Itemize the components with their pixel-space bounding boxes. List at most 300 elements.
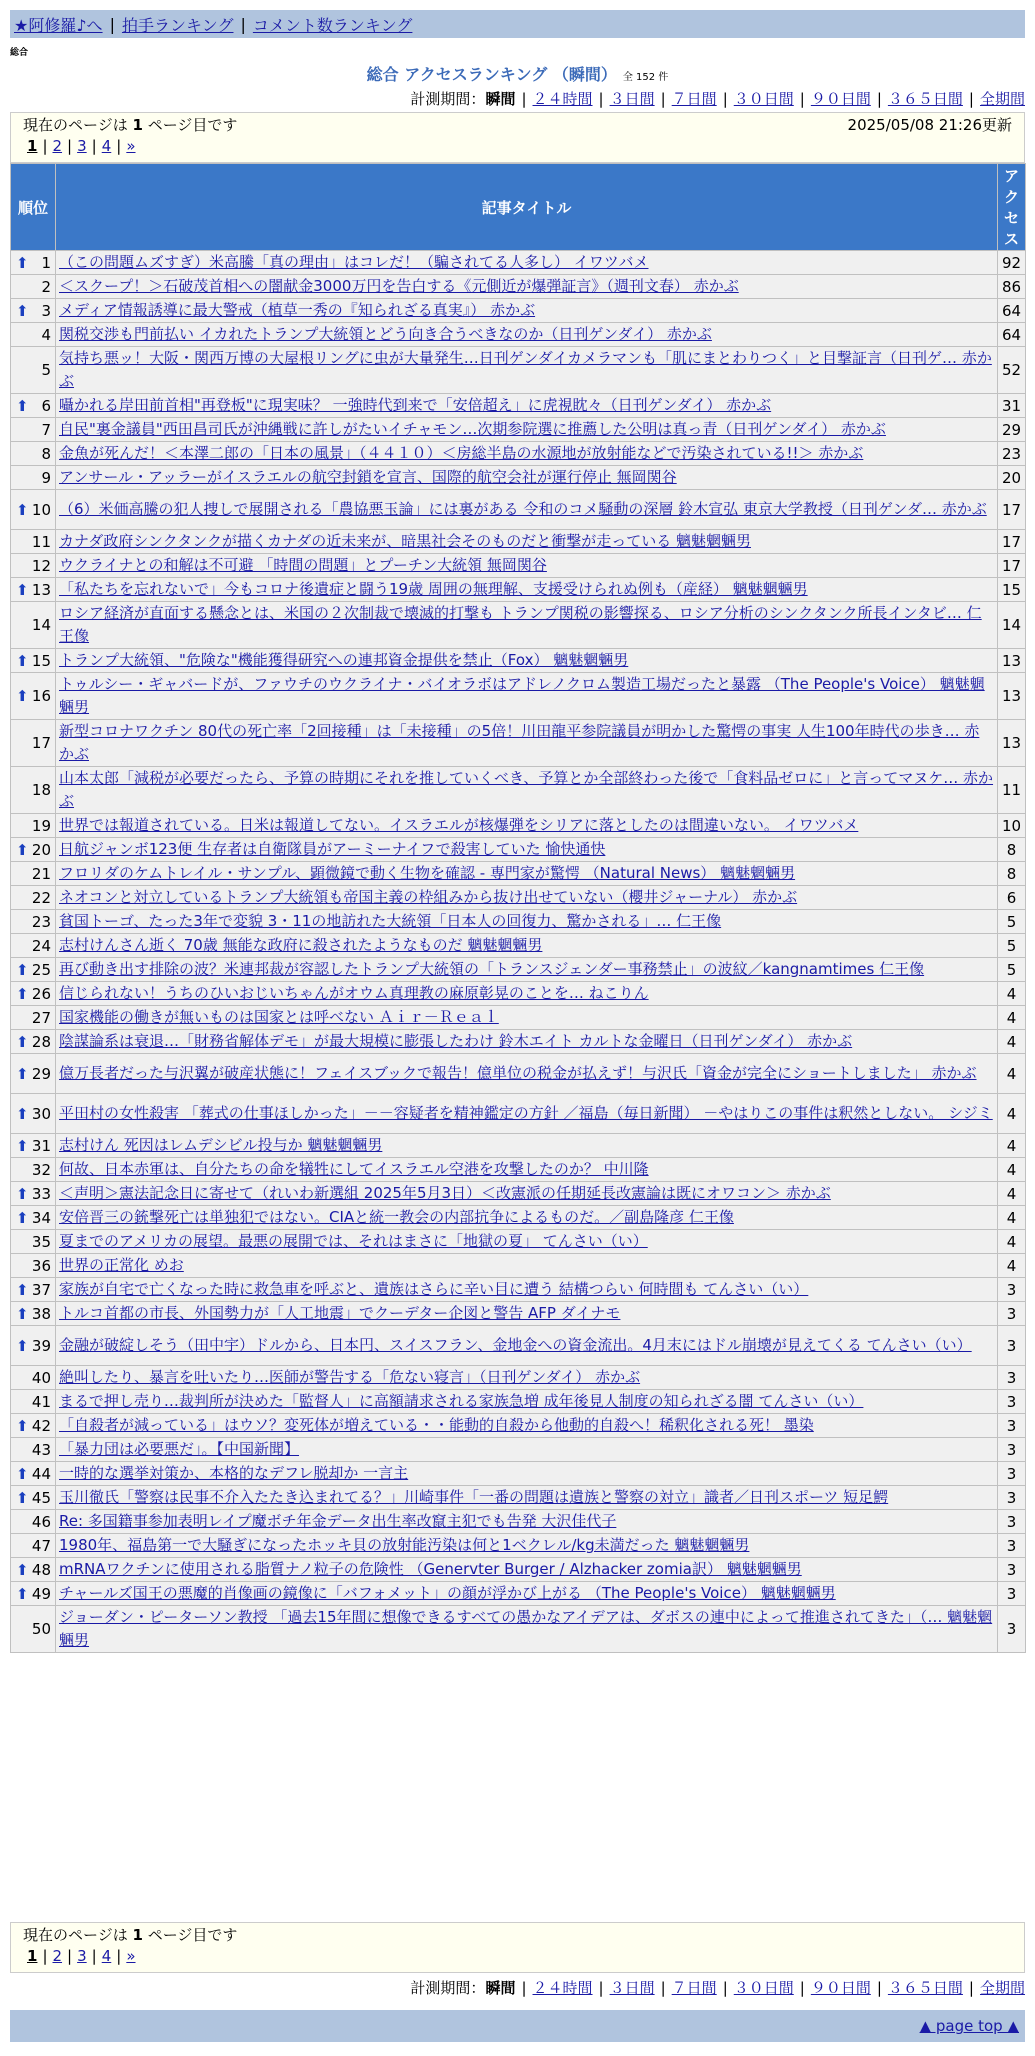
rank-number: 15 <box>31 651 51 670</box>
access-count: 6 <box>998 886 1026 910</box>
period-option-link[interactable]: ３６５日間 <box>887 90 963 108</box>
article-title-link[interactable]: 自民"裏金議員"西田昌司氏が沖縄戦に許しがたいイチャモン…次期参院選に推薦した公明は真っ青（日刊ゲンダイ） 赤かぶ <box>59 420 886 438</box>
access-count: 4 <box>998 1006 1026 1030</box>
period-option-link[interactable]: ７日間 <box>671 90 717 108</box>
period-separator: | <box>968 90 974 108</box>
rank-number: 1 <box>41 253 51 272</box>
page-link[interactable]: 2 <box>52 1947 63 1965</box>
article-title-link[interactable]: フロリダのケムトレイル・サンプル、顕微鏡で動く生物を確認 - 専門家が驚愕 （Natural News） 魑魅魍魎男 <box>59 864 796 882</box>
rank-cell <box>11 554 56 578</box>
rank-number: 19 <box>31 816 51 835</box>
rank-cell <box>11 1054 56 1094</box>
period-separator: | <box>722 1979 728 1997</box>
table-row <box>11 602 1026 649</box>
table-row <box>11 1302 1026 1326</box>
article-title-link[interactable]: 再び動き出す排除の波？米連邦裁が容認したトランプ大統領の「トランスジェンダー事務禁止」の波紋／kangnamtimes 仁王像 <box>59 960 925 978</box>
rank-number: 25 <box>31 960 51 979</box>
rank-number: 4 <box>41 325 51 344</box>
access-count: 3 <box>998 1510 1026 1534</box>
nav-separator: | <box>240 14 246 34</box>
page-link[interactable]: 3 <box>77 137 87 155</box>
article-title-link[interactable]: 家族が自宅で亡くなった時に救急車を呼ぶと、遺族はさらに辛い目に遭う 結構つらい 何時間も てんさい（い） <box>59 1280 809 1298</box>
table-row <box>11 1030 1026 1054</box>
rank-number: 32 <box>31 1160 51 1179</box>
period-separator: | <box>598 90 604 108</box>
period-separator: | <box>722 90 728 108</box>
pager-status-row <box>23 1923 1012 1945</box>
period-option-link[interactable]: ３０日間 <box>733 1979 794 1997</box>
page-separator: | <box>42 137 48 155</box>
rank-cell <box>11 1094 56 1134</box>
rank-number: 24 <box>31 936 51 955</box>
up-arrow-icon: ⬆ <box>16 687 29 705</box>
title-cell <box>56 418 998 442</box>
rank-cell <box>11 1326 56 1366</box>
period-selector-bottom <box>410 1977 1025 1998</box>
table-row <box>11 1230 1026 1254</box>
up-arrow-icon: ⬆ <box>16 253 29 272</box>
rank-number: 17 <box>31 734 51 752</box>
rank-cell <box>11 1230 56 1254</box>
access-count: 3 <box>998 1462 1026 1486</box>
article-title-link[interactable]: 金融が破綻しそう（田中宇）ドルから、日本円、スイスフラン、金地金への資金流出。4月末にはドル崩壊が見えてくる てんさい（い） <box>59 1336 972 1354</box>
category-label: 総合 <box>10 48 29 58</box>
access-count: 13 <box>998 720 1026 767</box>
rank-number: 10 <box>31 500 51 519</box>
rank-cell <box>11 982 56 1006</box>
rank-cell <box>11 1558 56 1582</box>
rank-cell <box>11 1302 56 1326</box>
title-cell <box>56 1326 998 1366</box>
page-link-current: 1 <box>27 137 38 155</box>
article-title-link[interactable]: ジョーダン・ピーターソン教授 「過去15年間に想像できるすべての愚かなアイデアは、ダボスの連中によって推進されてきた」（… 魑魅魍魎男 <box>59 1608 993 1649</box>
rank-cell <box>11 934 56 958</box>
rank-number: 47 <box>31 1536 51 1555</box>
table-row <box>11 275 1026 299</box>
article-title-link[interactable]: Re: 多国籍事参加表明レイプ魔ボチ年金データ出生率改竄主犯でも告発 大沢佳代子 <box>59 1512 617 1530</box>
ranking-title: 総合 アクセスランキング （瞬間） <box>366 65 617 84</box>
article-title-link[interactable]: 日航ジャンボ123便 生存者は自衛隊員がアーミーナイフで殺害していた 愉快通快 <box>59 840 606 858</box>
rank-number: 42 <box>31 1416 51 1435</box>
access-count: 3 <box>998 1534 1026 1558</box>
title-cell <box>56 1486 998 1510</box>
rank-cell <box>11 299 56 323</box>
rank-cell <box>11 673 56 720</box>
period-option-link[interactable]: ９０日間 <box>810 1979 871 1997</box>
article-title-link[interactable]: 1980年、福島第一で大騒ぎになったホッキ貝の放射能汚染は何と1ベクレル/kg未満だった 魑魅魍魎男 <box>59 1536 750 1554</box>
up-arrow-icon: ⬆ <box>16 1104 29 1123</box>
title-cell <box>56 1206 998 1230</box>
page-top-link[interactable]: ▲ page top ▲ <box>919 2017 1019 2035</box>
period-option-link[interactable]: ３６５日間 <box>887 1979 963 1997</box>
period-option-link[interactable]: ３日間 <box>609 1979 655 1997</box>
table-row <box>11 649 1026 673</box>
access-count: 11 <box>998 767 1026 814</box>
access-count: 3 <box>998 1414 1026 1438</box>
article-title-link[interactable]: ＜スクープ！＞石破茂首相への闇献金3000万円を告白する《元側近が爆弾証言》（週刊文春） 赤かぶ <box>59 277 739 295</box>
rank-number: 11 <box>31 532 51 551</box>
table-row <box>11 934 1026 958</box>
access-count: 4 <box>998 1254 1026 1278</box>
access-count: 4 <box>998 982 1026 1006</box>
period-option-link[interactable]: ２４時間 <box>532 1979 593 1997</box>
period-option-link[interactable]: ９０日間 <box>810 90 871 108</box>
table-row <box>11 466 1026 490</box>
table-row <box>11 1054 1026 1094</box>
period-separator: | <box>660 1979 666 1997</box>
up-arrow-icon: ⬆ <box>16 396 29 415</box>
period-label: 計測期間： <box>410 1979 486 1997</box>
up-arrow-icon: ⬆ <box>16 1336 29 1355</box>
rank-cell <box>11 1206 56 1230</box>
table-row <box>11 673 1026 720</box>
article-title-link[interactable]: 陰謀論系は衰退…「財務省解体デモ」が最大規模に膨張したわけ 鈴木エイト カルトな金曜日（日刊ゲンダイ） 赤かぶ <box>59 1032 853 1050</box>
bottom-bar <box>10 2010 1025 2042</box>
article-title-link[interactable]: （この問題ムズすぎ）米高騰「真の理由」はコレだ！（騙されてる人多し） イワツバメ <box>59 253 649 271</box>
table-row <box>11 1462 1026 1486</box>
page-link-current: 1 <box>27 1947 38 1965</box>
rank-number: 36 <box>31 1256 51 1275</box>
article-title-link[interactable]: 関税交渉も門前払い イカれたトランプ大統領とどう向き合うべきなのか（日刊ゲンダイ） 赤かぶ <box>59 325 712 343</box>
article-title-link[interactable]: 絶叫したり、暴言を吐いたり…医師が警告する「危ない寝言」（日刊ゲンダイ） 赤かぶ <box>59 1368 641 1386</box>
title-cell <box>56 1438 998 1462</box>
rank-number: 50 <box>31 1620 51 1638</box>
access-count: 5 <box>998 958 1026 982</box>
up-arrow-icon: ⬆ <box>16 500 29 519</box>
period-current: 瞬間 <box>485 90 516 108</box>
rank-cell <box>11 1182 56 1206</box>
access-count: 3 <box>998 1302 1026 1326</box>
access-count: 23 <box>998 442 1026 466</box>
up-arrow-icon: ⬆ <box>16 1488 29 1507</box>
table-row <box>11 347 1026 394</box>
access-count: 4 <box>998 1230 1026 1254</box>
access-count: 64 <box>998 323 1026 347</box>
rank-number: 18 <box>31 781 51 799</box>
title-cell <box>56 466 998 490</box>
article-title-link[interactable]: 世界では報道されている。日米は報道してない。イスラエルが核爆弾をシリアに落としたのは間違いない。 イワツバメ <box>59 816 859 834</box>
up-arrow-icon: ⬆ <box>16 1304 29 1323</box>
period-option-link[interactable]: ３０日間 <box>733 90 794 108</box>
article-title-link[interactable]: 貧国トーゴ、たった3年で変貌 3・11の地訪れた大統領「日本人の回復力、驚かされる」… 仁王像 <box>59 912 722 930</box>
title-cell <box>56 347 998 394</box>
table-row <box>11 1326 1026 1366</box>
page-link[interactable]: 2 <box>52 137 63 155</box>
title-cell <box>56 1366 998 1390</box>
rank-cell <box>11 1278 56 1302</box>
rank-number: 7 <box>41 420 51 439</box>
access-count: 29 <box>998 418 1026 442</box>
access-count: 17 <box>998 530 1026 554</box>
rank-number: 35 <box>31 1232 51 1251</box>
rank-cell <box>11 490 56 530</box>
link-asyura-home[interactable]: ★阿修羅♪へ <box>14 15 103 35</box>
title-cell <box>56 1414 998 1438</box>
table-row <box>11 1510 1026 1534</box>
rank-number: 48 <box>31 1560 51 1579</box>
access-count: 86 <box>998 275 1026 299</box>
rank-number: 46 <box>31 1512 51 1531</box>
current-page-text <box>23 114 237 135</box>
rank-number: 40 <box>31 1368 51 1387</box>
access-count: 13 <box>998 649 1026 673</box>
rank-cell <box>11 720 56 767</box>
up-arrow-icon: ⬆ <box>16 1416 29 1435</box>
title-cell <box>56 1158 998 1182</box>
rank-number: 43 <box>31 1440 51 1459</box>
page-link[interactable]: 4 <box>101 137 112 155</box>
title-cell <box>56 1558 998 1582</box>
page-link[interactable]: » <box>126 1947 136 1965</box>
access-count: 17 <box>998 554 1026 578</box>
rank-number: 21 <box>31 864 51 883</box>
title-cell <box>56 602 998 649</box>
rank-number: 30 <box>31 1104 51 1123</box>
access-count: 4 <box>998 1134 1026 1158</box>
title-cell <box>56 1006 998 1030</box>
up-arrow-icon: ⬆ <box>16 1184 29 1203</box>
table-row <box>11 490 1026 530</box>
rank-number: 28 <box>31 1032 51 1051</box>
access-count: 3 <box>998 1486 1026 1510</box>
table-row <box>11 578 1026 602</box>
title-cell <box>56 394 998 418</box>
title-cell <box>56 958 998 982</box>
article-title-link[interactable]: 国家機能の働きが無いものは国家とは呼べない Ａｉｒ－Ｒｅａｌ <box>59 1008 499 1026</box>
table-row <box>11 1558 1026 1582</box>
rank-number: 31 <box>31 1136 51 1155</box>
pager-status-row <box>23 113 1012 135</box>
article-title-link[interactable]: ネオコンと対立しているトランプ大統領も帝国主義の枠組みから抜け出せていない（櫻井ジャーナル） 赤かぶ <box>59 888 798 906</box>
top-nav-bar <box>10 10 1025 38</box>
updated-timestamp: 2025/05/08 21:26更新 <box>847 115 1012 134</box>
rank-number: 12 <box>31 556 51 575</box>
rank-number: 16 <box>31 687 51 705</box>
access-count: 4 <box>998 1054 1026 1094</box>
period-option-link[interactable]: ２４時間 <box>532 90 593 108</box>
access-count: 4 <box>998 1094 1026 1134</box>
article-title-link[interactable]: トランプ大統領、"危険な"機能獲得研究への連邦資金提供を禁止（Fox） 魑魅魍魎男 <box>59 651 629 669</box>
pager-top <box>10 112 1025 163</box>
rank-cell <box>11 275 56 299</box>
rank-number: 44 <box>31 1464 51 1483</box>
article-title-link[interactable]: トゥルシー・ギャバードが、ファウチのウクライナ・バイオラボはアドレノクロム製造工場だったと暴露 （The People's Voice） 魑魅魍魎男 <box>59 675 985 716</box>
rank-cell <box>11 838 56 862</box>
up-arrow-icon: ⬆ <box>16 1584 29 1603</box>
up-arrow-icon: ⬆ <box>16 1464 29 1483</box>
article-title-link[interactable]: 囁かれる岸田前首相"再登板"に現実味？ 一強時代到来で「安倍超え」に虎視眈々（日刊ゲンダイ） 赤かぶ <box>59 396 772 414</box>
rank-cell <box>11 1414 56 1438</box>
page-separator: | <box>91 1947 97 1965</box>
period-separator: | <box>799 90 805 108</box>
rank-cell <box>11 1158 56 1182</box>
article-title-link[interactable]: 玉川徹氏「警察は民事不介入たたき込まれてる？」川崎事件「一番の問題は遺族と警察の対立」識者／日刊スポーツ 短足鰐 <box>59 1488 889 1506</box>
period-separator: | <box>876 1979 882 1997</box>
page-links-row <box>23 135 1012 157</box>
table-row <box>11 1158 1026 1182</box>
table-row <box>11 1390 1026 1414</box>
article-title-link[interactable]: ロシア経済が直面する懸念とは、米国の２次制裁で壊滅的打撃も トランプ関税の影響探る、ロシア分析のシンクタンク所長インタビ… 仁王像 <box>59 604 982 645</box>
table-row <box>11 1534 1026 1558</box>
article-title-link[interactable]: カナダ政府シンクタンクが描くカナダの近未来が、暗黒社会そのものだと衝撃が走っている 魑魅魍魎男 <box>59 532 751 550</box>
title-cell <box>56 1606 998 1653</box>
rank-number: 29 <box>31 1064 51 1083</box>
article-title-link[interactable]: （6）米価高騰の犯人捜しで展開される「農協悪玉論」には裏がある 令和のコメ騒動の深層 鈴木宣弘 東京大学教授（日刊ゲンダ… 赤かぶ <box>59 500 987 518</box>
article-title-link[interactable]: 志村けん 死因はレムデシビル投与か 魑魅魍魎男 <box>59 1136 383 1154</box>
period-option-link[interactable]: ７日間 <box>671 1979 717 1997</box>
article-title-link[interactable]: 「自殺者が減っている」はウソ？変死体が増えている・・能動的自殺から他動的自殺へ！稀釈化される死！ 墨染 <box>59 1416 814 1434</box>
article-title-link[interactable]: 信じられない！うちのひいおじいちゃんがオウム真理教の麻原彰晃のことを… ねこりん <box>59 984 649 1002</box>
period-option-link[interactable]: 全期間 <box>979 90 1025 108</box>
rank-cell <box>11 323 56 347</box>
rank-cell <box>11 814 56 838</box>
up-arrow-icon: ⬆ <box>16 1136 29 1155</box>
access-count: 3 <box>998 1582 1026 1606</box>
rank-cell <box>11 1366 56 1390</box>
up-arrow-icon: ⬆ <box>16 1280 29 1299</box>
rank-number: 49 <box>31 1584 51 1603</box>
current-page-prefix: 現在のページは <box>23 115 133 134</box>
article-title-link[interactable]: 何故、日本赤軍は、自分たちの命を犠牲にしてイスラエル空港を攻撃したのか？ 中川隆 <box>59 1160 649 1178</box>
rank-number: 3 <box>41 301 51 320</box>
article-title-link[interactable]: 「暴力団は必要悪だ」。【中国新聞】 <box>59 1440 300 1458</box>
title-cell <box>56 1054 998 1094</box>
article-title-link[interactable]: 気持ち悪ッ！大阪・関西万博の大屋根リングに虫が大量発生…日刊ゲンダイカメラマンも「肌にまとわりつく」と目撃証言（日刊ゲ… 赤かぶ <box>59 349 992 390</box>
rank-cell <box>11 1486 56 1510</box>
article-title-link[interactable]: ウクライナとの和解は不可避 「時間の問題」とプーチン大統領 無岡関谷 <box>59 556 547 574</box>
title-cell <box>56 673 998 720</box>
rank-cell <box>11 1606 56 1653</box>
title-cell <box>56 767 998 814</box>
article-title-link[interactable]: 平田村の女性殺害 「葬式の仕事ほしかった」－－容疑者を精神鑑定の方針 ／福島（毎日新聞） －やはりこの事件は釈然としない。 シジミ <box>59 1104 993 1122</box>
title-cell <box>56 251 998 275</box>
rank-cell <box>11 910 56 934</box>
title-cell <box>56 838 998 862</box>
current-page-number: 1 <box>132 1925 143 1944</box>
rank-number: 5 <box>41 361 51 379</box>
rank-number: 22 <box>31 888 51 907</box>
access-count: 4 <box>998 1206 1026 1230</box>
page-separator: | <box>67 1947 73 1965</box>
access-count: 5 <box>998 934 1026 958</box>
article-title-link[interactable]: 世界の正常化 めお <box>59 1256 184 1274</box>
table-row <box>11 299 1026 323</box>
title-cell <box>56 554 998 578</box>
article-title-link[interactable]: 夏までのアメリカの展望。最悪の展開では、それはまさに「地獄の夏」 てんさい（い） <box>59 1232 648 1250</box>
rank-number: 37 <box>31 1280 51 1299</box>
page-link[interactable]: 4 <box>101 1947 112 1965</box>
rank-cell <box>11 251 56 275</box>
rank-number: 39 <box>31 1336 51 1355</box>
rank-cell <box>11 1510 56 1534</box>
title-cell <box>56 886 998 910</box>
period-separator: | <box>968 1979 974 1997</box>
article-title-link[interactable]: トルコ首都の市長、外国勢力が「人工地震」でクーデター企図と警告 AFP ダイナモ <box>59 1304 621 1322</box>
rank-cell <box>11 602 56 649</box>
page-links-row <box>23 1945 1012 1967</box>
table-row <box>11 1278 1026 1302</box>
page-title <box>0 62 1035 85</box>
article-title-link[interactable]: アンサール・アッラーがイスラエルの航空封鎖を宣言、国際的航空会社が運行停止 無岡関谷 <box>59 468 677 486</box>
access-count: 8 <box>998 838 1026 862</box>
rank-number: 41 <box>31 1392 51 1411</box>
link-comment-ranking[interactable]: コメント数ランキング <box>252 15 413 35</box>
up-arrow-icon: ⬆ <box>16 580 29 599</box>
period-label: 計測期間： <box>410 90 486 108</box>
article-title-link[interactable]: 金魚が死んだ！＜本澤二郎の「日本の風景」（４４１０）＜房総半島の水源地が放射能などで汚染されている!!＞ 赤かぶ <box>59 444 864 462</box>
pager-bottom <box>10 1922 1025 1973</box>
article-title-link[interactable]: 億万長者だった与沢翼が破産状態に！フェイスブックで報告！億単位の税金が払えず！与沢氏「資金が完全にショートしました」 赤かぶ <box>59 1064 977 1082</box>
article-title-link[interactable]: 一時的な選挙対策か、本格的なデフレ脱却か 一言主 <box>59 1464 409 1482</box>
title-cell <box>56 1230 998 1254</box>
table-row <box>11 1254 1026 1278</box>
title-cell <box>56 1510 998 1534</box>
article-title-link[interactable]: 志村けんさん逝く 70歳 無能な政府に殺されたようなものだ 魑魅魍魎男 <box>59 936 543 954</box>
up-arrow-icon: ⬆ <box>16 1064 29 1083</box>
article-title-link[interactable]: まるで押し売り…裁判所が決めた「監督人」に高額請求される家族急増 成年後見人制度の知られざる闇 てんさい（い） <box>59 1392 864 1410</box>
title-cell <box>56 982 998 1006</box>
article-title-link[interactable]: ＜声明＞憲法記念日に寄せて（れいわ新選組 2025年5月3日）＜改憲派の任期延長改憲論は既にオワコン＞ 赤かぶ <box>59 1184 831 1202</box>
rank-cell <box>11 1582 56 1606</box>
article-title-link[interactable]: チャールズ国王の悪魔的肖像画の鏡像に「バフォメット」の顔が浮かび上がる （The People's Voice） 魑魅魍魎男 <box>59 1584 836 1602</box>
period-separator: | <box>799 1979 805 1997</box>
rank-number: 20 <box>31 840 51 859</box>
table-row <box>11 1414 1026 1438</box>
access-count: 3 <box>998 1606 1026 1653</box>
up-arrow-icon: ⬆ <box>16 301 29 320</box>
rank-cell <box>11 886 56 910</box>
rank-cell <box>11 1030 56 1054</box>
rank-number: 9 <box>41 468 51 487</box>
rank-cell <box>11 394 56 418</box>
article-title-link[interactable]: 「私たちを忘れないで」今もコロナ後遺症と闘う19歳 周囲の無理解、支援受けられぬ例も（産経） 魑魅魍魎男 <box>59 580 808 598</box>
table-row <box>11 1006 1026 1030</box>
period-option-link[interactable]: 全期間 <box>979 1979 1025 1997</box>
link-clap-ranking[interactable]: 拍手ランキング <box>121 15 234 35</box>
article-title-link[interactable]: 新型コロナワクチン 80代の死亡率「2回接種」は「未接種」の5倍！川田龍平参院議員が明かした驚愕の事実 人生100年時代の歩き… 赤かぶ <box>59 722 980 763</box>
article-title-link[interactable]: メディア情報誘導に最大警戒（植草一秀の『知られざる真実』） 赤かぶ <box>59 301 536 319</box>
table-row <box>11 982 1026 1006</box>
article-title-link[interactable]: 安倍晋三の銃撃死亡は単独犯ではない。CIAと統一教会の内部抗争によるものだ。／副島隆彦 仁王像 <box>59 1208 734 1226</box>
table-row <box>11 1134 1026 1158</box>
access-count: 3 <box>998 1278 1026 1302</box>
current-page-prefix: 現在のページは <box>23 1925 133 1944</box>
page-link[interactable]: » <box>126 137 136 155</box>
title-cell <box>56 1302 998 1326</box>
rank-cell <box>11 1134 56 1158</box>
up-arrow-icon: ⬆ <box>16 960 29 979</box>
rank-number: 14 <box>31 616 51 634</box>
rank-number: 13 <box>31 580 51 599</box>
table-row <box>11 1094 1026 1134</box>
page-link[interactable]: 3 <box>77 1947 87 1965</box>
period-separator: | <box>598 1979 604 1997</box>
article-title-link[interactable]: 山本太郎「減税が必要だったら、予算の時期にそれを推していくべき、予算とか全部終わった後で「食料品ゼロに」と言ってマヌケ… 赤かぶ <box>59 769 994 810</box>
table-row <box>11 554 1026 578</box>
article-title-link[interactable]: mRNAワクチンに使用される脂質ナノ粒子の危険性 （Genervter Burger / Alzhacker zomia訳） 魑魅魍魎男 <box>59 1560 802 1578</box>
title-cell <box>56 1254 998 1278</box>
title-cell <box>56 1134 998 1158</box>
access-count: 4 <box>998 1182 1026 1206</box>
access-count: 15 <box>998 578 1026 602</box>
total-count: 全 152 件 <box>622 72 669 83</box>
page-separator: | <box>116 137 122 155</box>
access-count: 3 <box>998 1558 1026 1582</box>
access-count: 3 <box>998 1438 1026 1462</box>
rank-cell <box>11 347 56 394</box>
period-option-link[interactable]: ３日間 <box>609 90 655 108</box>
rank-cell <box>11 442 56 466</box>
